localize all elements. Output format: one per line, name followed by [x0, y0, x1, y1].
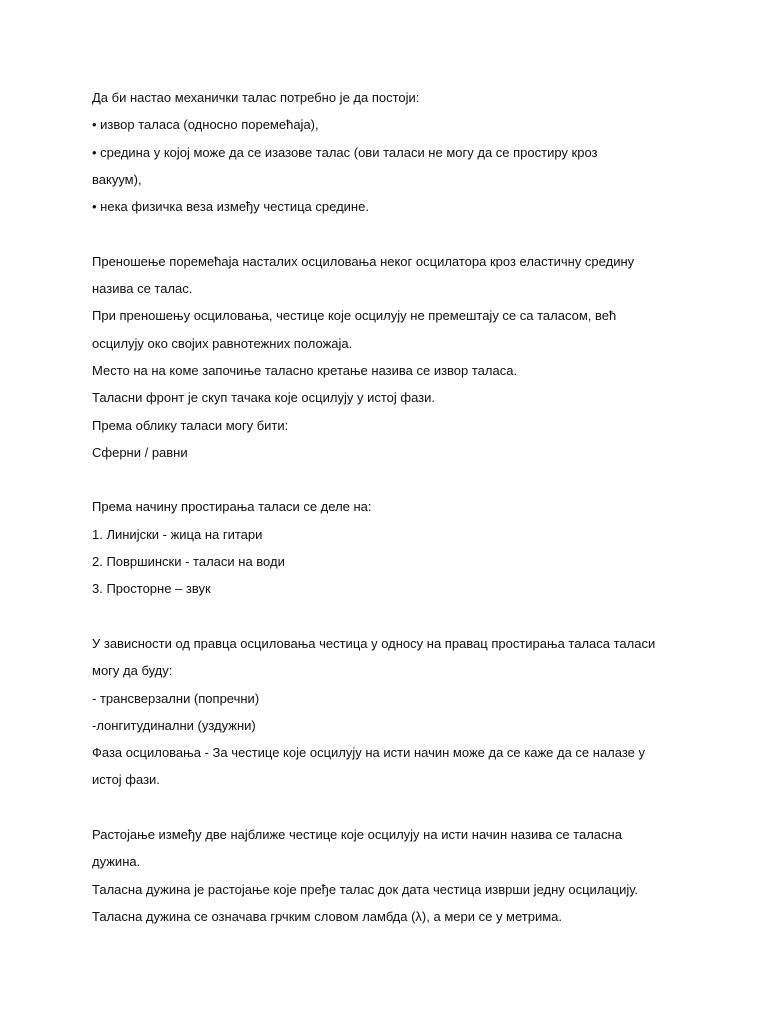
text-line: вакуум),: [92, 171, 142, 187]
section-wave-propagation: [92, 493, 682, 602]
list-item: - трансверзални (попречни): [92, 690, 260, 706]
list-item: 2. Површински - таласи на води: [92, 554, 285, 570]
document-page: [92, 84, 682, 930]
text-line: При преношењу осциловања, честице које осцилују не премештају се са таласом, већ: [92, 308, 617, 324]
text-line: Место на на коме започиње таласно кретање назива се извор таласа.: [92, 362, 518, 378]
text-line: Сферни / равни: [92, 444, 188, 460]
section-wave-conditions: [92, 84, 682, 220]
text-line: истој фази.: [92, 772, 160, 788]
paragraph-gap: [92, 794, 682, 821]
paragraph-gap: [92, 220, 682, 247]
text-line: У зависности од правца осциловања честица у односу на правац простирања таласа таласи: [92, 635, 656, 651]
list-item: -лонгитудинални (уздужни): [92, 717, 256, 733]
text-line: Фаза осциловања - За честице које осцилују на исти начин може да се каже да се налазе у: [92, 745, 646, 761]
bullet-item: • нека физичка веза између честица средине.: [92, 199, 369, 215]
text-line: Према начину простирања таласи се деле на:: [92, 499, 372, 515]
list-item: 3. Просторне – звук: [92, 581, 211, 597]
text-line: Преношење поремећаја насталих осциловања неког осцилатора кроз еластичну средину: [92, 253, 635, 269]
section-wave-definition: [92, 248, 682, 466]
paragraph-gap: [92, 466, 682, 493]
text-line: Таласни фронт је скуп тачака које осцилују у истој фази.: [92, 390, 435, 406]
text-line: Према облику таласи могу бити:: [92, 417, 289, 433]
text-line: Таласна дужина је растојање које пређе талас док дата честица изврши једну осцилацију.: [92, 881, 639, 897]
bullet-item: • средина у којој може да се изазове талас (ови таласи не могу да се простиру кроз: [92, 144, 598, 160]
text-line: Таласна дужина се означава грчким словом ламбда (λ), а мери се у метрима.: [92, 908, 563, 924]
paragraph-gap: [92, 603, 682, 630]
text-line: назива се талас.: [92, 281, 193, 297]
section-wavelength: [92, 821, 682, 930]
text-line: Да би настао механички талас потребно је да постоји:: [92, 90, 420, 105]
list-item: 1. Линијски - жица на гитари: [92, 526, 263, 542]
text-line: дужина.: [92, 854, 141, 870]
bullet-item: • извор таласа (односно поремећаја),: [92, 117, 319, 133]
text-line: могу да буду:: [92, 663, 173, 679]
text-line: осцилују око својих равнотежних положаја.: [92, 335, 353, 351]
text-line: Растојање између две најближе честице које осцилују на исти начин назива се таласна: [92, 827, 622, 843]
section-oscillation-direction: [92, 630, 682, 794]
